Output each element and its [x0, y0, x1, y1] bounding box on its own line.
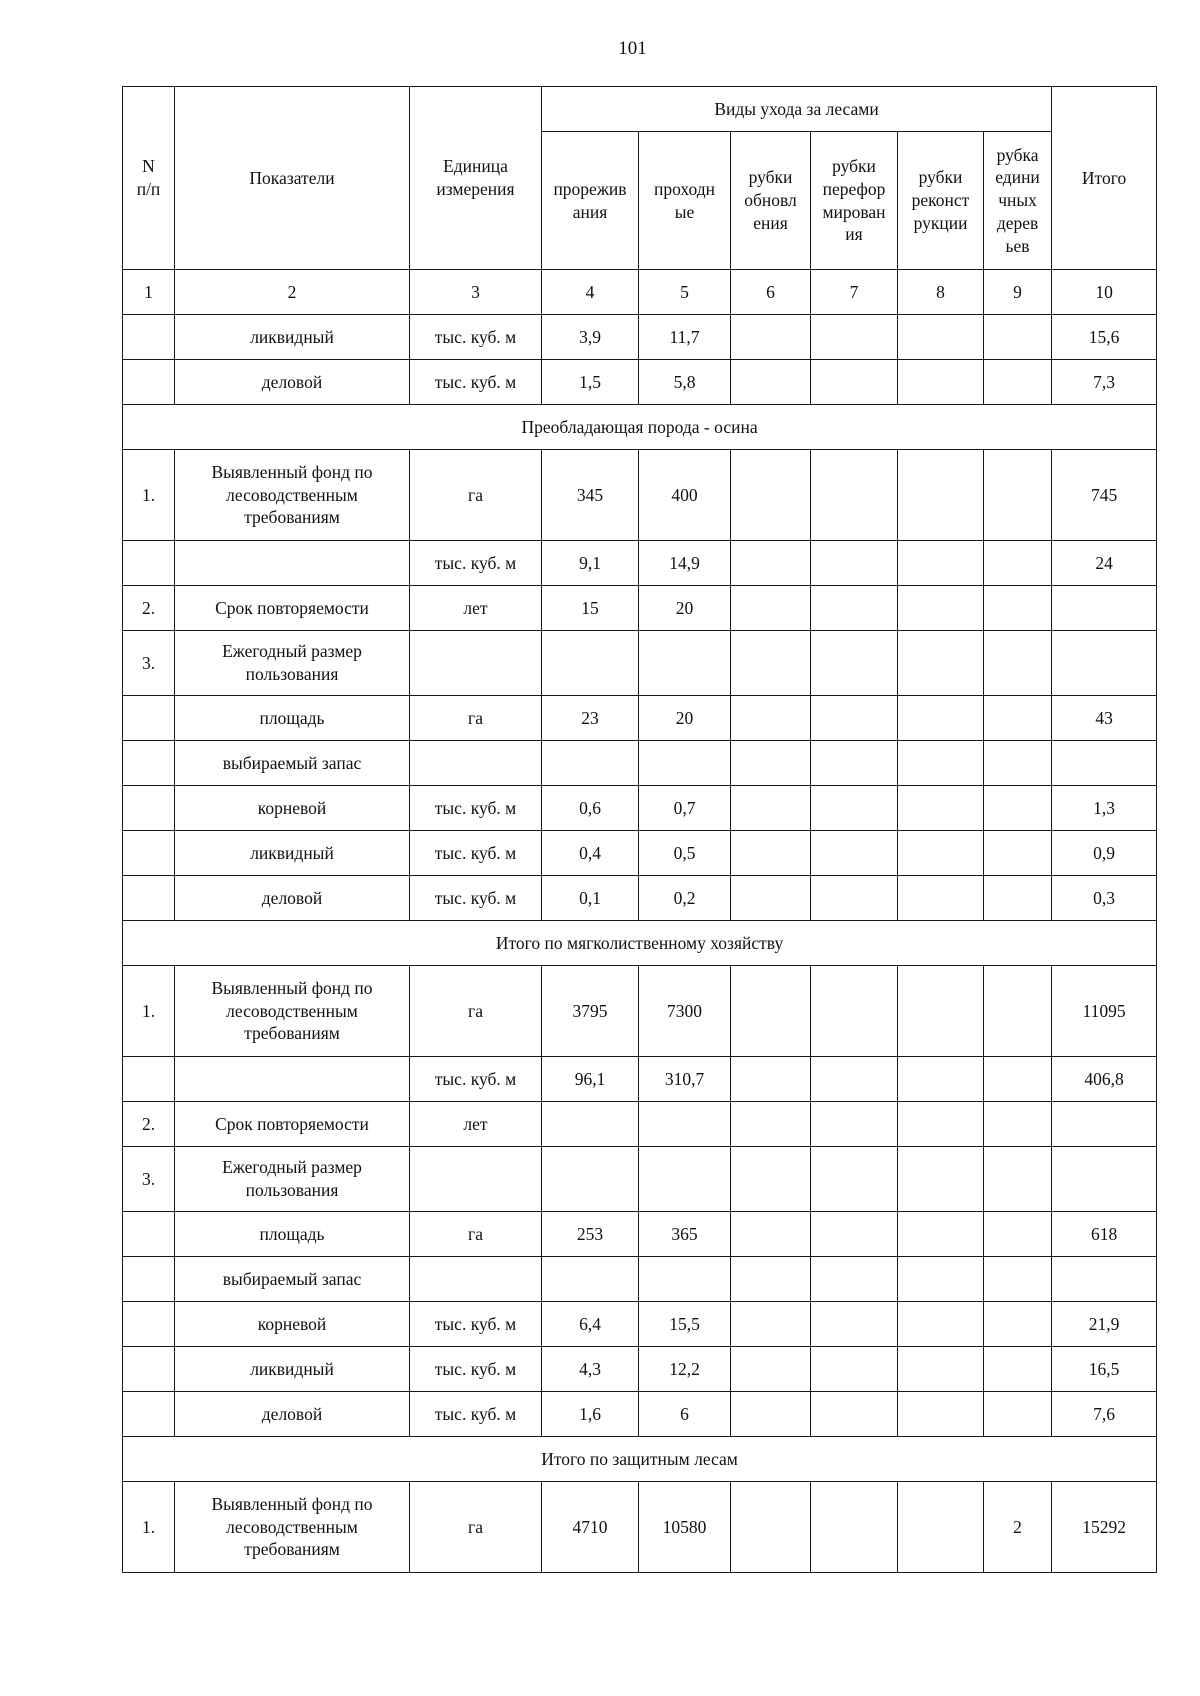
cell-reforming — [811, 1347, 898, 1392]
cell-reconstruction — [898, 450, 984, 541]
cell-reconstruction — [898, 1147, 984, 1212]
cell-reforming — [811, 1392, 898, 1437]
cell-n — [123, 1392, 175, 1437]
cell-passing: 0,2 — [639, 876, 731, 921]
cell-indicator: Выявленный фонд по лесоводственным требованиям — [175, 450, 410, 541]
header-renewal: рубки обновл ения — [731, 132, 811, 270]
cell-passing: 310,7 — [639, 1057, 731, 1102]
cell-renewal — [731, 786, 811, 831]
cell-single-trees — [984, 966, 1052, 1057]
cell-single-trees — [984, 1212, 1052, 1257]
cell-n: 1. — [123, 1482, 175, 1573]
cell-passing: 11,7 — [639, 315, 731, 360]
cell-n: 3. — [123, 631, 175, 696]
cell-indicator: деловой — [175, 360, 410, 405]
cell-renewal — [731, 1147, 811, 1212]
cell-unit: тыс. куб. м — [410, 360, 542, 405]
cell-unit — [410, 1147, 542, 1212]
cell-thinning: 0,1 — [542, 876, 639, 921]
cell-renewal — [731, 1212, 811, 1257]
cell-single-trees — [984, 1392, 1052, 1437]
cell-total: 43 — [1052, 696, 1157, 741]
cell-thinning: 0,6 — [542, 786, 639, 831]
forest-care-table — [122, 86, 1157, 1573]
cell-thinning: 4,3 — [542, 1347, 639, 1392]
cell-renewal — [731, 1347, 811, 1392]
table-row — [123, 631, 1157, 696]
cell-n: 2. — [123, 586, 175, 631]
cell-single-trees — [984, 831, 1052, 876]
column-number: 3 — [410, 270, 542, 315]
cell-indicator: ликвидный — [175, 315, 410, 360]
cell-thinning — [542, 631, 639, 696]
table-row — [123, 1482, 1157, 1573]
page-number: 101 — [618, 38, 647, 59]
cell-unit — [410, 631, 542, 696]
cell-n — [123, 1057, 175, 1102]
cell-unit: га — [410, 966, 542, 1057]
cell-reconstruction — [898, 541, 984, 586]
cell-renewal — [731, 741, 811, 786]
cell-renewal — [731, 1392, 811, 1437]
cell-total — [1052, 631, 1157, 696]
cell-total: 24 — [1052, 541, 1157, 586]
header-reconstruction: рубки реконст рукции — [898, 132, 984, 270]
cell-reconstruction — [898, 831, 984, 876]
cell-reforming — [811, 1102, 898, 1147]
cell-reforming — [811, 696, 898, 741]
cell-reforming — [811, 450, 898, 541]
cell-indicator: площадь — [175, 696, 410, 741]
cell-thinning: 4710 — [542, 1482, 639, 1573]
cell-total: 0,3 — [1052, 876, 1157, 921]
header-n: N п/п — [123, 87, 175, 270]
cell-passing: 6 — [639, 1392, 731, 1437]
cell-indicator: корневой — [175, 1302, 410, 1347]
cell-thinning: 253 — [542, 1212, 639, 1257]
cell-single-trees — [984, 1302, 1052, 1347]
cell-reforming — [811, 876, 898, 921]
cell-n — [123, 315, 175, 360]
cell-reconstruction — [898, 876, 984, 921]
cell-reconstruction — [898, 1302, 984, 1347]
cell-passing: 365 — [639, 1212, 731, 1257]
cell-n — [123, 1347, 175, 1392]
cell-passing — [639, 741, 731, 786]
cell-thinning: 6,4 — [542, 1302, 639, 1347]
cell-reforming — [811, 1302, 898, 1347]
cell-total — [1052, 741, 1157, 786]
table-row — [123, 1147, 1157, 1212]
cell-unit: лет — [410, 586, 542, 631]
cell-renewal — [731, 1102, 811, 1147]
cell-single-trees: 2 — [984, 1482, 1052, 1573]
cell-passing: 10580 — [639, 1482, 731, 1573]
cell-n — [123, 741, 175, 786]
cell-unit: тыс. куб. м — [410, 876, 542, 921]
cell-n — [123, 1302, 175, 1347]
table-row — [123, 315, 1157, 360]
cell-single-trees — [984, 315, 1052, 360]
cell-passing: 7300 — [639, 966, 731, 1057]
header-thinning: прорежив ания — [542, 132, 639, 270]
table-row — [123, 1392, 1157, 1437]
cell-thinning — [542, 1102, 639, 1147]
cell-renewal — [731, 831, 811, 876]
section-title: Преобладающая порода - осина — [123, 405, 1157, 450]
cell-thinning: 96,1 — [542, 1057, 639, 1102]
cell-thinning: 3,9 — [542, 315, 639, 360]
cell-total — [1052, 1102, 1157, 1147]
cell-unit: га — [410, 696, 542, 741]
cell-total: 618 — [1052, 1212, 1157, 1257]
cell-single-trees — [984, 696, 1052, 741]
cell-renewal — [731, 696, 811, 741]
table-row — [123, 741, 1157, 786]
cell-renewal — [731, 541, 811, 586]
column-numbers-row — [123, 270, 1157, 315]
table-row — [123, 1102, 1157, 1147]
column-number: 1 — [123, 270, 175, 315]
cell-total — [1052, 1147, 1157, 1212]
cell-reconstruction — [898, 1257, 984, 1302]
cell-indicator: Ежегодный размер пользования — [175, 1147, 410, 1212]
cell-thinning: 345 — [542, 450, 639, 541]
cell-single-trees — [984, 876, 1052, 921]
cell-indicator: ликвидный — [175, 831, 410, 876]
cell-single-trees — [984, 360, 1052, 405]
cell-renewal — [731, 1302, 811, 1347]
cell-renewal — [731, 876, 811, 921]
column-number: 7 — [811, 270, 898, 315]
cell-n — [123, 1257, 175, 1302]
cell-reconstruction — [898, 1392, 984, 1437]
table-row — [123, 1347, 1157, 1392]
table-row — [123, 1212, 1157, 1257]
cell-indicator: Ежегодный размер пользования — [175, 631, 410, 696]
cell-n — [123, 541, 175, 586]
cell-indicator: Выявленный фонд по лесоводственным требованиям — [175, 1482, 410, 1573]
cell-single-trees — [984, 1147, 1052, 1212]
cell-reforming — [811, 1212, 898, 1257]
cell-unit: га — [410, 1482, 542, 1573]
section-header-row — [123, 921, 1157, 966]
cell-reconstruction — [898, 786, 984, 831]
table-row — [123, 450, 1157, 541]
cell-n — [123, 696, 175, 741]
cell-thinning: 1,5 — [542, 360, 639, 405]
cell-reforming — [811, 631, 898, 696]
cell-reconstruction — [898, 1347, 984, 1392]
cell-n: 3. — [123, 1147, 175, 1212]
cell-thinning: 0,4 — [542, 831, 639, 876]
cell-single-trees — [984, 1257, 1052, 1302]
cell-n — [123, 1212, 175, 1257]
cell-reforming — [811, 1147, 898, 1212]
cell-indicator — [175, 1057, 410, 1102]
cell-unit: га — [410, 450, 542, 541]
cell-passing: 5,8 — [639, 360, 731, 405]
cell-passing: 20 — [639, 696, 731, 741]
cell-total — [1052, 586, 1157, 631]
cell-reconstruction — [898, 315, 984, 360]
cell-passing: 15,5 — [639, 1302, 731, 1347]
cell-passing — [639, 1257, 731, 1302]
cell-renewal — [731, 631, 811, 696]
header-total: Итого — [1052, 87, 1157, 270]
cell-total: 7,3 — [1052, 360, 1157, 405]
cell-total: 745 — [1052, 450, 1157, 541]
cell-reconstruction — [898, 966, 984, 1057]
cell-n: 1. — [123, 450, 175, 541]
cell-thinning: 9,1 — [542, 541, 639, 586]
cell-unit: тыс. куб. м — [410, 541, 542, 586]
cell-indicator: ликвидный — [175, 1347, 410, 1392]
cell-thinning — [542, 1147, 639, 1212]
column-number: 8 — [898, 270, 984, 315]
cell-thinning: 1,6 — [542, 1392, 639, 1437]
cell-total: 15,6 — [1052, 315, 1157, 360]
table-row — [123, 541, 1157, 586]
cell-unit — [410, 1257, 542, 1302]
cell-total: 0,9 — [1052, 831, 1157, 876]
table-row — [123, 696, 1157, 741]
section-header-row — [123, 405, 1157, 450]
cell-reconstruction — [898, 1102, 984, 1147]
cell-reforming — [811, 541, 898, 586]
cell-unit: лет — [410, 1102, 542, 1147]
cell-unit: тыс. куб. м — [410, 831, 542, 876]
cell-single-trees — [984, 1102, 1052, 1147]
cell-total: 406,8 — [1052, 1057, 1157, 1102]
cell-indicator: деловой — [175, 876, 410, 921]
cell-renewal — [731, 315, 811, 360]
cell-single-trees — [984, 741, 1052, 786]
cell-total: 16,5 — [1052, 1347, 1157, 1392]
cell-thinning — [542, 741, 639, 786]
cell-reconstruction — [898, 1057, 984, 1102]
table-row — [123, 1302, 1157, 1347]
cell-unit — [410, 741, 542, 786]
header-reforming: рубки перефор мирован ия — [811, 132, 898, 270]
table-row — [123, 360, 1157, 405]
cell-passing: 12,2 — [639, 1347, 731, 1392]
cell-unit: тыс. куб. м — [410, 1302, 542, 1347]
table-row — [123, 586, 1157, 631]
cell-reconstruction — [898, 360, 984, 405]
column-number: 10 — [1052, 270, 1157, 315]
cell-indicator: выбираемый запас — [175, 1257, 410, 1302]
cell-indicator: площадь — [175, 1212, 410, 1257]
cell-reforming — [811, 1482, 898, 1573]
table-row — [123, 966, 1157, 1057]
cell-reforming — [811, 315, 898, 360]
header-passing: проходн ые — [639, 132, 731, 270]
header-unit: Единица измерения — [410, 87, 542, 270]
cell-total: 1,3 — [1052, 786, 1157, 831]
cell-unit: тыс. куб. м — [410, 1057, 542, 1102]
cell-passing: 14,9 — [639, 541, 731, 586]
column-number: 6 — [731, 270, 811, 315]
cell-reforming — [811, 786, 898, 831]
cell-single-trees — [984, 586, 1052, 631]
cell-renewal — [731, 966, 811, 1057]
cell-reconstruction — [898, 1482, 984, 1573]
cell-n — [123, 831, 175, 876]
cell-indicator: деловой — [175, 1392, 410, 1437]
cell-total — [1052, 1257, 1157, 1302]
cell-reforming — [811, 1257, 898, 1302]
cell-single-trees — [984, 1347, 1052, 1392]
cell-thinning — [542, 1257, 639, 1302]
cell-unit: тыс. куб. м — [410, 1392, 542, 1437]
cell-thinning: 3795 — [542, 966, 639, 1057]
cell-reforming — [811, 586, 898, 631]
cell-n — [123, 876, 175, 921]
cell-unit: га — [410, 1212, 542, 1257]
cell-indicator: Срок повторяемости — [175, 1102, 410, 1147]
cell-reforming — [811, 741, 898, 786]
cell-single-trees — [984, 450, 1052, 541]
cell-passing: 400 — [639, 450, 731, 541]
cell-n: 1. — [123, 966, 175, 1057]
table-row — [123, 1057, 1157, 1102]
cell-single-trees — [984, 1057, 1052, 1102]
cell-renewal — [731, 1257, 811, 1302]
cell-passing: 0,7 — [639, 786, 731, 831]
cell-single-trees — [984, 541, 1052, 586]
cell-unit: тыс. куб. м — [410, 315, 542, 360]
cell-unit: тыс. куб. м — [410, 1347, 542, 1392]
cell-reconstruction — [898, 631, 984, 696]
cell-total: 21,9 — [1052, 1302, 1157, 1347]
section-title: Итого по защитным лесам — [123, 1437, 1157, 1482]
cell-n — [123, 786, 175, 831]
cell-total: 7,6 — [1052, 1392, 1157, 1437]
cell-indicator: корневой — [175, 786, 410, 831]
column-number: 4 — [542, 270, 639, 315]
cell-indicator: Срок повторяемости — [175, 586, 410, 631]
cell-renewal — [731, 1482, 811, 1573]
header-indicator: Показатели — [175, 87, 410, 270]
cell-renewal — [731, 586, 811, 631]
header-care-types: Виды ухода за лесами — [542, 87, 1052, 132]
section-title: Итого по мягколиственному хозяйству — [123, 921, 1157, 966]
cell-thinning: 15 — [542, 586, 639, 631]
cell-single-trees — [984, 786, 1052, 831]
cell-passing: 0,5 — [639, 831, 731, 876]
cell-indicator: выбираемый запас — [175, 741, 410, 786]
column-number: 5 — [639, 270, 731, 315]
cell-reforming — [811, 360, 898, 405]
cell-passing — [639, 1147, 731, 1212]
cell-reconstruction — [898, 1212, 984, 1257]
cell-reforming — [811, 966, 898, 1057]
cell-unit: тыс. куб. м — [410, 786, 542, 831]
header-single-trees: рубка едини чных дерев ьев — [984, 132, 1052, 270]
section-header-row — [123, 1437, 1157, 1482]
table-row — [123, 831, 1157, 876]
cell-indicator — [175, 541, 410, 586]
cell-thinning: 23 — [542, 696, 639, 741]
cell-n — [123, 360, 175, 405]
column-number: 9 — [984, 270, 1052, 315]
cell-reconstruction — [898, 586, 984, 631]
column-number: 2 — [175, 270, 410, 315]
cell-passing — [639, 1102, 731, 1147]
cell-renewal — [731, 360, 811, 405]
cell-renewal — [731, 1057, 811, 1102]
table-row — [123, 786, 1157, 831]
cell-indicator: Выявленный фонд по лесоводственным требованиям — [175, 966, 410, 1057]
cell-reforming — [811, 1057, 898, 1102]
cell-single-trees — [984, 631, 1052, 696]
cell-reconstruction — [898, 696, 984, 741]
cell-reforming — [811, 831, 898, 876]
cell-passing: 20 — [639, 586, 731, 631]
cell-renewal — [731, 450, 811, 541]
cell-total: 11095 — [1052, 966, 1157, 1057]
cell-n: 2. — [123, 1102, 175, 1147]
cell-total: 15292 — [1052, 1482, 1157, 1573]
table-row — [123, 1257, 1157, 1302]
cell-reconstruction — [898, 741, 984, 786]
table-row — [123, 876, 1157, 921]
cell-passing — [639, 631, 731, 696]
